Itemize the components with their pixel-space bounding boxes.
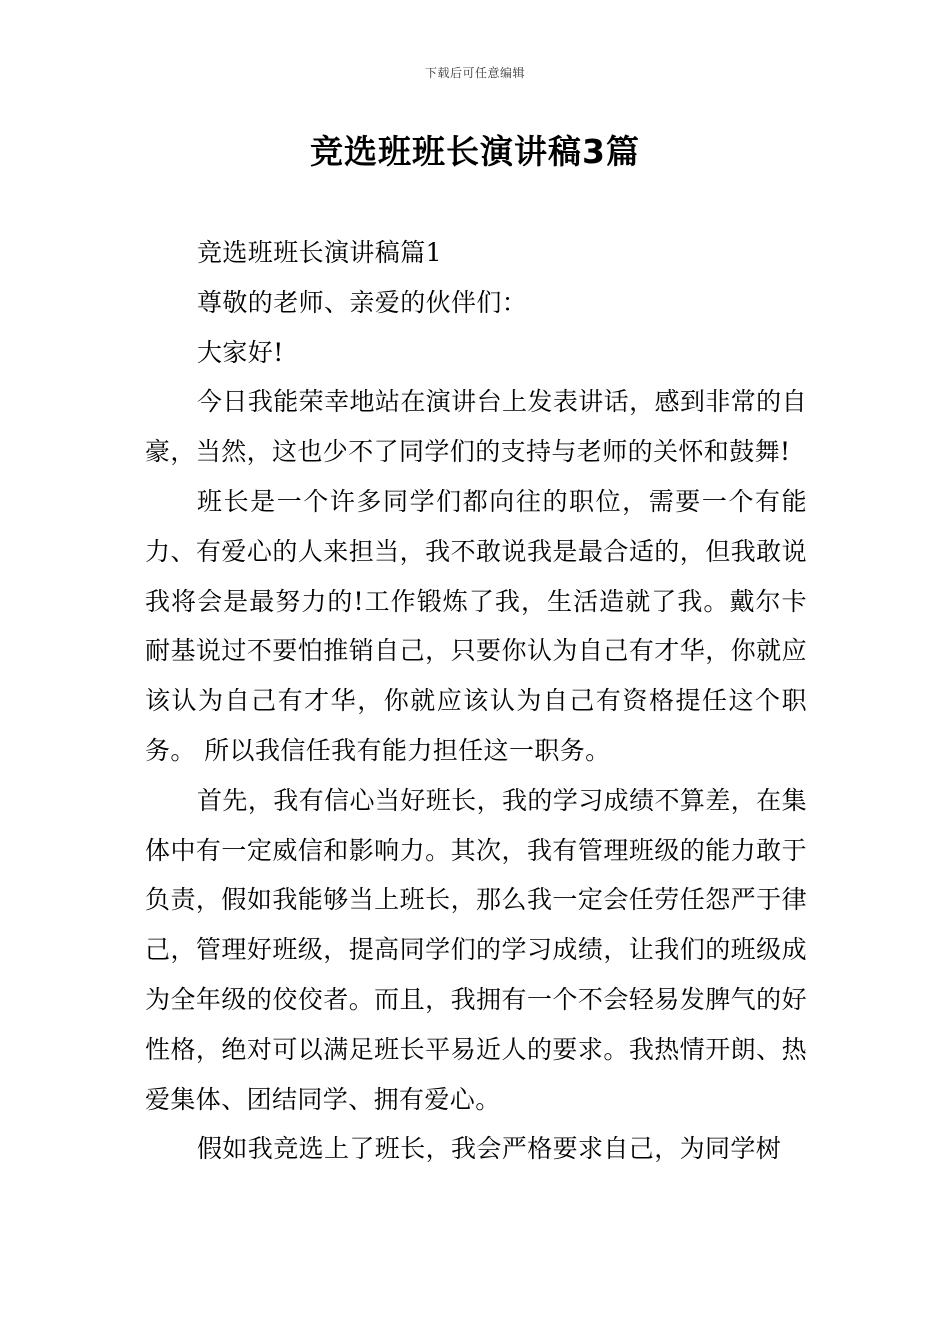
body-paragraph: 班长是一个许多同学们都向往的职位，需要一个有能力、有爱心的人来担当，我不敢说我是最合适的，但我敢说我将会是最努力的!工作锻炼了我，生活造就了我。戴尔卡耐基说过不要怕推销自己，只要你认为自己有才华，你就应该认为自己有才华，你就应该认为自己有资格提任这个职务。 所以我信任我有能力担任这一职务。	[145, 486, 807, 765]
body-paragraph: 首先，我有信心当好班长，我的学习成绩不算差，在集体中有一定威信和影响力。其次，我有管理班级的能力敢于负责，假如我能够当上班长，那么我一定会任劳任怨严于律己，管理好班级，提高同学们的学习成绩，让我们的班级成为全年级的佼佼者。而且，我拥有一个不会轻易发脾气的好性格，绝对可以满足班长平易近人的要求。我热情开朗、热爱集体、团结同学、拥有爱心。	[145, 785, 807, 1114]
body-paragraph: 假如我竞选上了班长，我会严格要求自己，为同学树	[197, 1134, 782, 1164]
salutation: 尊敬的老师、亲爱的伙伴们：	[197, 287, 528, 317]
document-body	[145, 228, 807, 1174]
document-title: 竞选班班长演讲稿3篇	[310, 132, 640, 171]
body-paragraph: 今日我能荣幸地站在演讲台上发表讲话，感到非常的自豪，当然，这也少不了同学们的支持与老师的关怀和鼓舞!	[145, 387, 807, 467]
greeting: 大家好!	[197, 337, 284, 367]
header-note: 下载后可任意编辑	[424, 66, 525, 80]
section-heading: 竞选班班长演讲稿篇1	[197, 238, 442, 267]
